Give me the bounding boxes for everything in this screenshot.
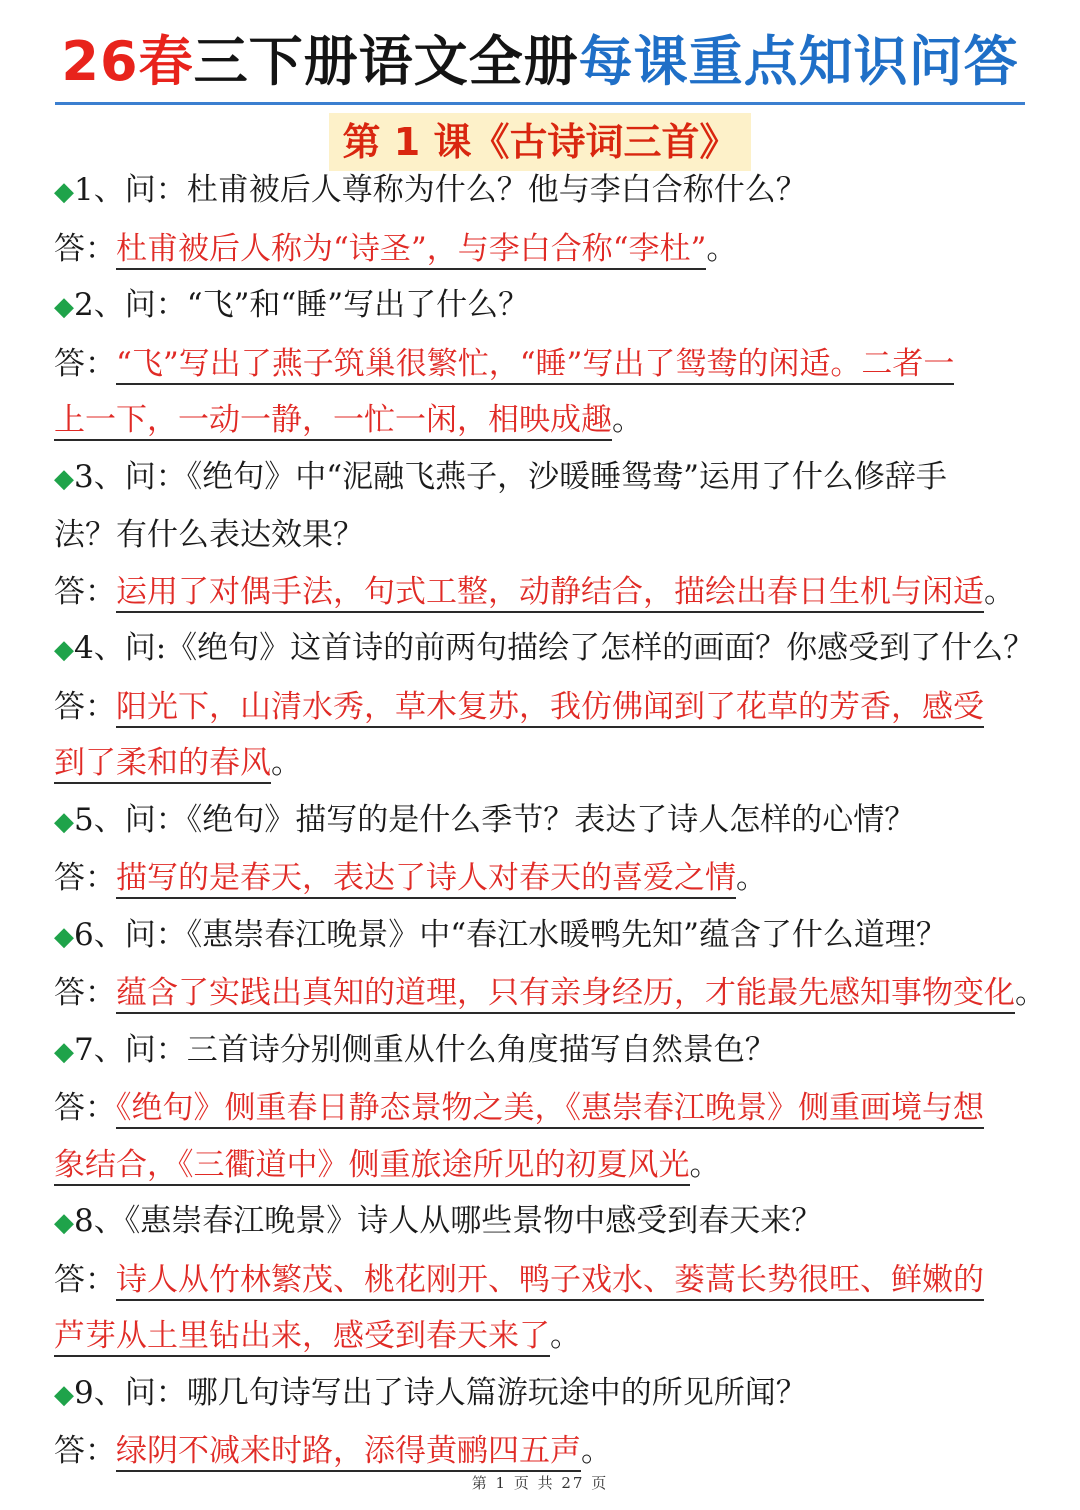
- qa-item: [54, 1365, 1030, 1480]
- answer-text: 到了柔和的春风: [54, 745, 271, 784]
- qa-item: [54, 277, 1030, 449]
- answer-line: [54, 679, 1030, 736]
- question-line: [54, 449, 1030, 508]
- diamond-bullet-icon: ◆: [54, 1036, 74, 1067]
- answer-label: 答：: [54, 860, 116, 896]
- end-mark: 。: [984, 573, 1015, 610]
- answer-line: [54, 1252, 1030, 1309]
- question-line: [54, 1022, 1030, 1081]
- diamond-bullet-icon: ◆: [54, 806, 74, 837]
- diamond-bullet-icon: ◆: [54, 921, 74, 952]
- diamond-bullet-icon: ◆: [54, 177, 74, 207]
- diamond-bullet-icon: ◆: [54, 1208, 74, 1238]
- qa-item: [54, 792, 1030, 907]
- question-text: 8、《惠崇春江晚景》诗人从哪些景物中感受到春天来？: [74, 1203, 823, 1239]
- diamond-bullet-icon: ◆: [54, 292, 74, 322]
- answer-label: 答：: [54, 1090, 116, 1126]
- qa-item: [54, 449, 1030, 621]
- diamond-bullet-icon: ◆: [54, 635, 74, 665]
- answer-label: 答：: [54, 230, 116, 267]
- answer-line: [54, 392, 1030, 449]
- answer-label: 答：: [54, 573, 116, 610]
- answer-line: [54, 221, 1030, 278]
- answer-label: 答：: [54, 975, 116, 1011]
- diamond-bullet-icon: ◆: [54, 1379, 74, 1410]
- answer-line: [54, 850, 1030, 907]
- question-line: [54, 907, 1030, 966]
- answer-line: [54, 965, 1046, 1022]
- answer-text: 诗人从竹林繁茂、桃花刚开、鸭子戏水、蒌蒿长势很旺、鲜嫩的: [116, 1262, 984, 1301]
- answer-line: [54, 1080, 1030, 1137]
- question-line: [54, 1365, 1030, 1424]
- answer-text: 上一下，一动一静，一忙一闲，相映成趣: [54, 402, 612, 441]
- diamond-bullet-icon: ◆: [54, 463, 74, 494]
- qa-item: [54, 907, 1046, 1022]
- qa-item: [54, 162, 1030, 277]
- question-line: [54, 507, 1030, 564]
- answer-text: 阳光下，山清水秀，草木复苏，我仿佛闻到了花草的芳香，感受: [116, 689, 984, 728]
- end-mark: 。: [706, 230, 738, 267]
- end-mark: 。: [689, 1146, 721, 1183]
- lesson-title: 第 1 课《古诗词三首》: [329, 113, 752, 171]
- answer-text: 描写的是春天，表达了诗人对春天的喜爱之情: [116, 860, 736, 899]
- end-mark: 。: [736, 860, 767, 896]
- question-text: 1、问：杜甫被后人尊称为什么？他与李白合称什么？: [74, 172, 807, 208]
- question-text: 5、问：《绝句》描写的是什么季节？表达了诗人怎样的心情？: [74, 801, 916, 838]
- question-line: [54, 1193, 1030, 1252]
- answer-text: “飞”写出了燕子筑巢很繁忙，“睡”写出了鸳鸯的闲适。二者一: [116, 346, 954, 385]
- answer-text: 绿阴不减来时路，添得黄鹂四五声: [116, 1433, 581, 1472]
- page-title: [55, 24, 1024, 105]
- answer-label: 答：: [54, 1261, 116, 1298]
- end-mark: 。: [1015, 975, 1046, 1011]
- answer-text: 象结合，《三衢道中》侧重旅途所见的初夏风光: [54, 1147, 690, 1186]
- answer-label: 答：: [54, 345, 116, 382]
- question-text: 6、问：《惠崇春江晚景》中“春江水暖鸭先知”蕴含了什么道理？: [74, 916, 947, 953]
- answer-line: [54, 735, 1030, 792]
- qa-list: [54, 162, 1046, 1480]
- qa-item: [54, 1022, 1030, 1194]
- question-line: [54, 162, 1030, 221]
- end-mark: 。: [271, 745, 302, 781]
- answer-text: 杜甫被后人称为“诗圣”，与李白合称“李杜”: [116, 231, 706, 270]
- qa-item: [54, 1193, 1030, 1365]
- answer-text: 《绝句》侧重春日静态景物之美，《惠崇春江晚景》侧重画境与想: [116, 1090, 984, 1129]
- question-text: 2、问：“飞”和“睡”写出了什么？: [74, 287, 530, 323]
- answer-label: 答：: [54, 1433, 116, 1469]
- title-topic: 每课重点知识问答: [578, 30, 1019, 93]
- answer-line: [54, 336, 1030, 393]
- answer-label: 答：: [54, 688, 116, 725]
- answer-line: [54, 1137, 1030, 1194]
- question-text: 7、问：三首诗分别侧重从什么角度描写自然景色？: [74, 1031, 776, 1068]
- answer-line: [54, 564, 1030, 621]
- answer-text: 蕴含了实践出真知的道理，只有亲身经历，才能最先感知事物变化: [116, 975, 1015, 1014]
- end-mark: 。: [581, 1433, 612, 1469]
- question-line: [54, 277, 1030, 336]
- title-year: 26春: [61, 30, 194, 93]
- question-text: 法？有什么表达效果？: [54, 517, 364, 553]
- page-number: 第 1 页 共 27 页: [471, 1474, 609, 1492]
- answer-text: 芦芽从土里钻出来，感受到春天来了: [54, 1318, 550, 1357]
- question-line: [54, 620, 1035, 679]
- question-text: 3、问：《绝句》中“泥融飞燕子，沙暖睡鸳鸯”运用了什么修辞手: [74, 458, 947, 495]
- end-mark: 。: [550, 1318, 581, 1354]
- title-grade: 三下册语文全册: [193, 30, 579, 93]
- answer-line: [54, 1308, 1030, 1365]
- question-text: 4、问:《绝句》这首诗的前两句描绘了怎样的画面？你感受到了什么？: [74, 630, 1035, 666]
- qa-item: [54, 620, 1035, 792]
- question-line: [54, 792, 1030, 851]
- end-mark: 。: [612, 402, 643, 438]
- question-text: 9、问：哪几句诗写出了诗人篇游玩途中的所见所闻？: [74, 1374, 807, 1411]
- header: [0, 24, 1080, 171]
- answer-text: 运用了对偶手法，句式工整，动静结合，描绘出春日生机与闲适: [116, 574, 984, 613]
